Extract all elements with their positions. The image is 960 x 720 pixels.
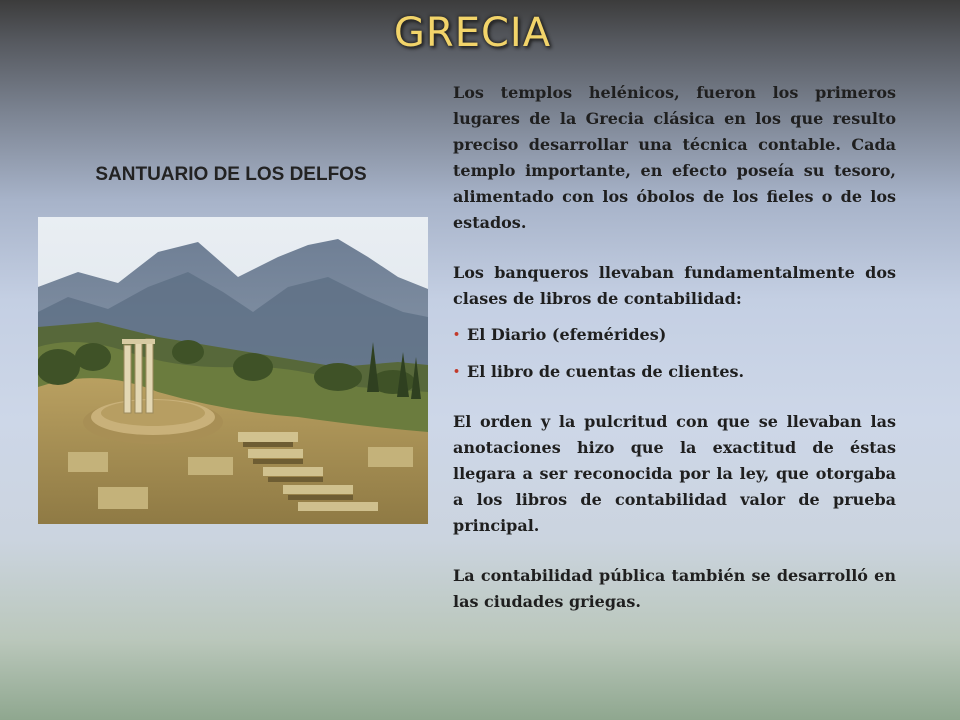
list-item: • El libro de cuentas de clientes. — [453, 359, 896, 385]
main-text — [453, 80, 896, 615]
paragraph-public-accounting: La contabilidad pública también se desarrolló en las ciudades griegas. — [453, 566, 896, 611]
paragraph-temples: Los templos helénicos, fueron los primeros lugares de la Grecia clásica en los que resulto preciso desarrollar una técnica contable. Cada templo importante, en efecto poseía su tesoro, alimentado con los óbolos de los fieles o de los estados. — [453, 83, 896, 232]
paragraph-order: El orden y la pulcritud con que se llevaban las anotaciones hizo que la exactitud de éstas llegara a ser reconocida por la ley, que otorgaba a los libros de contabilidad valor de prueba principal. — [453, 412, 896, 535]
delphi-sanctuary-photo — [38, 217, 428, 524]
list-item: • El Diario (efemérides) — [453, 322, 896, 348]
slide-title: GRECIA — [393, 10, 552, 56]
ledger-types-list — [453, 322, 896, 385]
photo-caption: SANTUARIO DE LOS DELFOS — [95, 164, 367, 185]
paragraph-bankers: Los banqueros llevaban fundamentalmente dos clases de libros de contabilidad: — [453, 263, 896, 308]
